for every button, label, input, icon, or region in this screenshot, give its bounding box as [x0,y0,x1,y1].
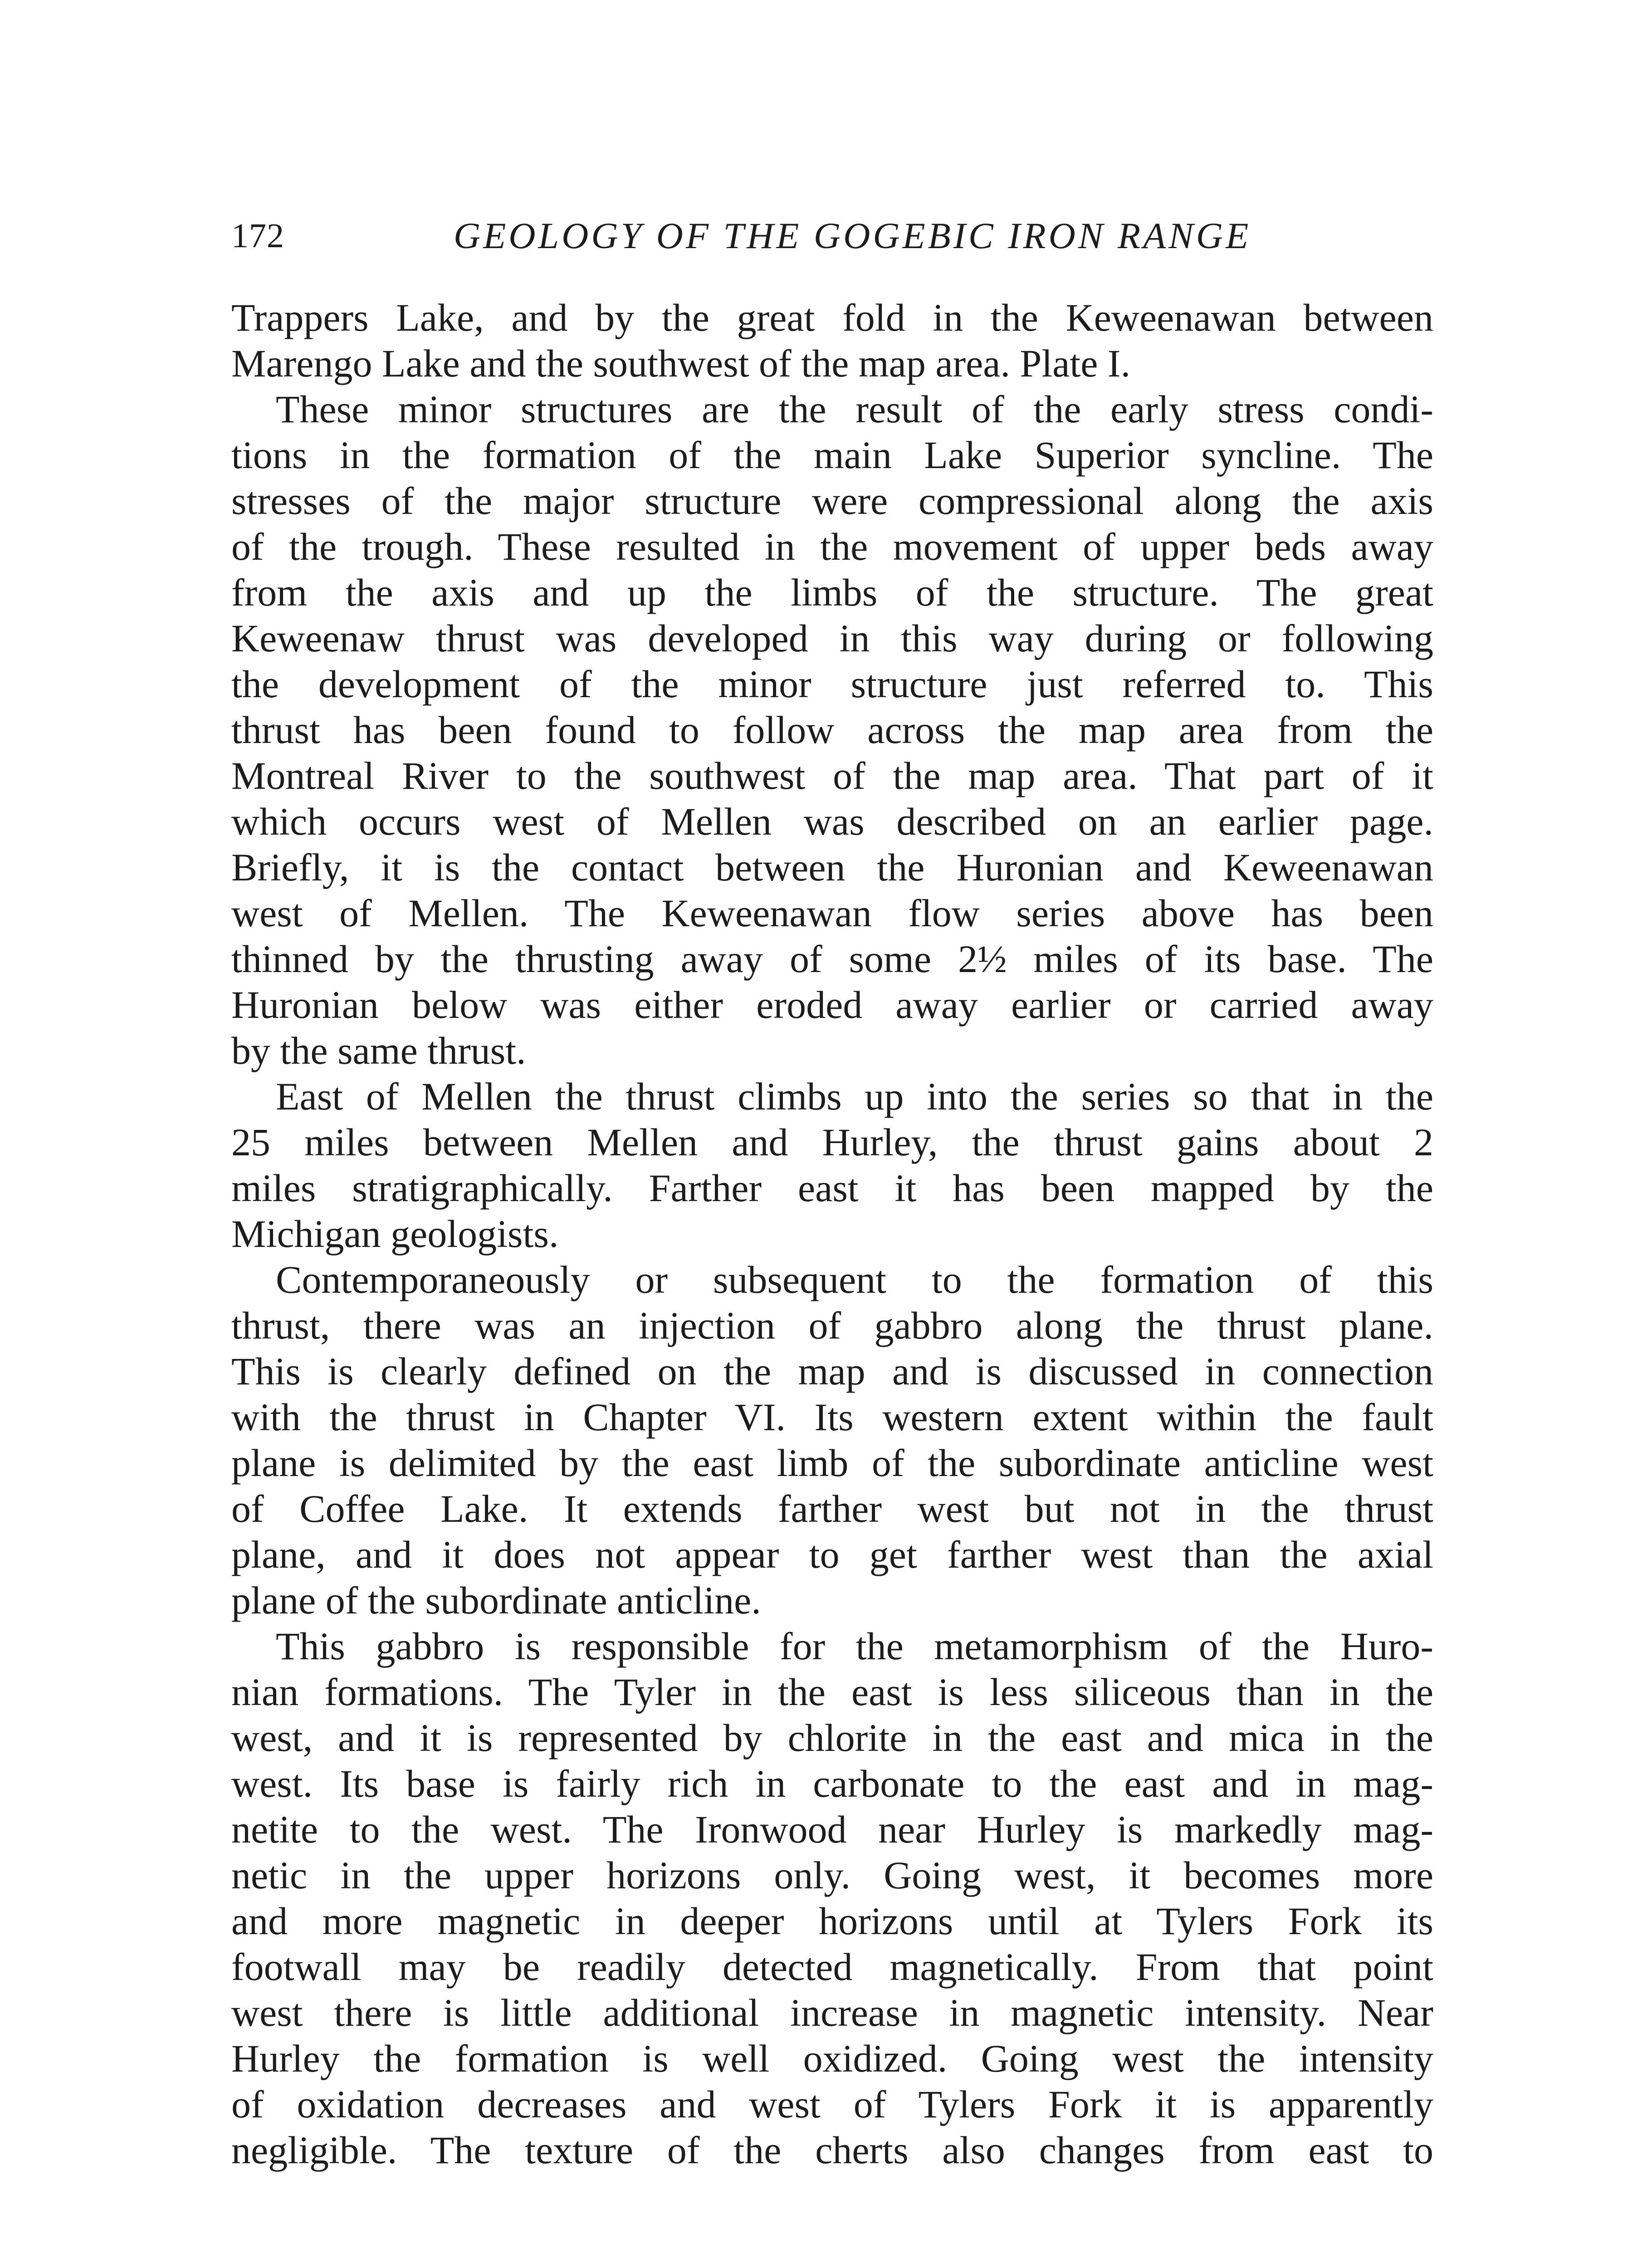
text-line: footwall may be readily detected magnetically. From that point [231,1945,1433,1989]
text-line: plane of the subordinate anticline. [231,1579,761,1622]
text-line: nian formations. The Tyler in the east is less siliceous than in the [231,1670,1433,1714]
text-line: Marengo Lake and the southwest of the map area. Plate I. [231,342,1131,385]
text-line: Briefly, it is the contact between the Huronian and Keweenawan [231,846,1433,889]
page-number: 172 [231,217,284,255]
text-line: plane is delimited by the east limb of the subordinate anticline west [231,1441,1433,1485]
text-line: Montreal River to the southwest of the map area. That part of it [231,754,1433,797]
text-line: the development of the minor structure just referred to. This [231,662,1433,706]
text-line: Hurley the formation is well oxidized. Going west the intensity [231,2037,1433,2080]
text-line: This is clearly defined on the map and is discussed in connection [231,1349,1433,1393]
text-line: and more magnetic in deeper horizons until at Tylers Fork its [231,1899,1433,1943]
text-line: plane, and it does not appear to get farther west than the axial [231,1533,1433,1576]
text-line: of Coffee Lake. It extends farther west but not in the thrust [231,1487,1433,1530]
text-line: stresses of the major structure were compressional along the axis [231,479,1433,523]
text-line: negligible. The texture of the cherts also changes from east to [231,2128,1433,2172]
text-line: 25 miles between Mellen and Hurley, the thrust gains about 2 [231,1120,1433,1164]
text-line: thrust has been found to follow across the map area from the [231,708,1433,752]
text-line: miles stratigraphically. Farther east it has been mapped by the [231,1166,1433,1210]
text-line: Michigan geologists. [231,1212,559,1256]
text-line: netic in the upper horizons only. Going west, it becomes more [231,1853,1433,1897]
text-line: of the trough. These resulted in the movement of upper beds away [231,525,1433,568]
text-line: thrust, there was an injection of gabbro along the thrust plane. [231,1304,1433,1347]
text-line: thinned by the thrusting away of some 2½ miles of its base. The [231,937,1433,981]
text-line: This gabbro is responsible for the metamorphism of the Huro- [276,1624,1433,1668]
text-line: west there is little additional increase in magnetic intensity. Near [231,1991,1433,2034]
text-line: tions in the formation of the main Lake Superior syncline. The [231,433,1433,477]
text-line: west, and it is represented by chlorite in the east and mica in the [231,1716,1433,1760]
text-line: of oxidation decreases and west of Tylers Fork it is apparently [231,2082,1433,2126]
text-line: by the same thrust. [231,1029,526,1072]
text-line: from the axis and up the limbs of the structure. The great [231,571,1433,614]
text-line: with the thrust in Chapter VI. Its western extent within the fault [231,1395,1433,1439]
text-line: Huronian below was either eroded away earlier or carried away [231,983,1433,1026]
text-line: East of Mellen the thrust climbs up into the series so that in the [276,1075,1433,1118]
text-line: Contemporaneously or subsequent to the formation of this [276,1258,1433,1301]
text-line: west. Its base is fairly rich in carbonate to the east and in mag- [231,1762,1433,1805]
running-head [231,213,1433,263]
running-title: GEOLOGY OF THE GOGEBIC IRON RANGE [454,215,1251,256]
text-line: Keweenaw thrust was developed in this way during or following [231,616,1433,660]
text-line: west of Mellen. The Keweenawan flow series above has been [231,891,1433,935]
body-text [231,295,1433,2173]
text-line: which occurs west of Mellen was described on an earlier page. [231,800,1433,843]
text-line: Trappers Lake, and by the great fold in the Keweenawan between [231,296,1433,339]
text-line: netite to the west. The Ironwood near Hurley is markedly mag- [231,1808,1433,1851]
text-line: These minor structures are the result of the early stress condi- [276,387,1433,431]
